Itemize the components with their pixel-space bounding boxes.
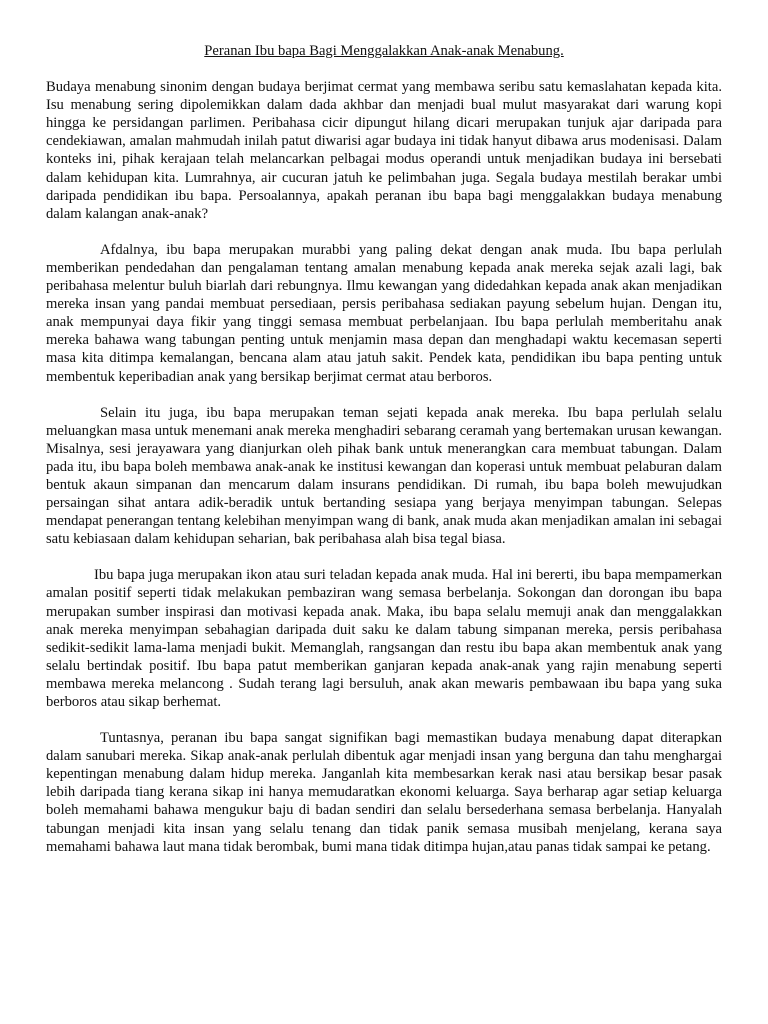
paragraph-introduction: Budaya menabung sinonim dengan budaya berjimat cermat yang membawa seribu satu kemaslahatan kepada kita. Isu menabung sering dipolemikkan dalam dada akhbar dan menjadi bual mulut masyarakat dari warung kopi hingga ke persidangan parlimen. Peribahasa cicir dipungut hilang dicari merupakan tunjuk ajar daripada para cendekiawan, amalan mahmudah inilah patut diwarisi agar budaya ini tidak hanyut dibawa arus modenisasi. Dalam konteks ini, pihak kerajaan telah melancarkan pelbagai modus operandi untuk menjadikan budaya ini bersebati dalam kehidupan kita. Lumrahnya, air cucuran jatuh ke pelimbahan juga. Segala budaya mestilah berakar umbi daripada pendidikan ibu bapa. Persoalannya, apakah peranan ibu bapa bagi menggalakkan budaya menabung dalam kalangan anak-anak?	[46, 79, 722, 222]
paragraph-conclusion: Tuntasnya, peranan ibu bapa sangat signifikan bagi memastikan budaya menabung dapat diterapkan dalam sanubari mereka. Sikap anak-anak perlulah dibentuk agar menjadi insan yang berguna dan tahu menghargai kepentingan menabung dalam hidup mereka. Janganlah kita membesarkan kerak nasi atau bersikap besar pasak lebih daripada tiang kerana sikap ini hanya memudaratkan ekonomi keluarga. Saya berharap agar setiap keluarga boleh memahami bahawa mengukur baju di badan sendiri dan selalu bersederhana semasa berbelanja. Hanyalah tabungan menjadi kita insan yang selalu tenang dan tidak panik semasa musibah menjelang, kerana saya memahami bahawa laut mana tidak berombak, bumi mana tidak ditimpa hujan,atau panas tidak sampai ke petang.	[46, 730, 722, 855]
document-title: Peranan Ibu bapa Bagi Menggalakkan Anak-anak Menabung.	[204, 43, 564, 59]
paragraph-body-1: Afdalnya, ibu bapa merupakan murabbi yang paling dekat dengan anak muda. Ibu bapa perlulah memberikan pendedahan dan pengalaman tentang amalan menabung kepada anak mereka sejak azali lagi, bak peribahasa melentur buluh biarlah dari rebungnya. Ilmu kewangan yang didedahkan kepada anak akan menjadikan mereka insan yang pandai membuat persediaan, persis peribahasa sediakan payung sebelum hujan. Dengan itu, anak mempunyai daya fikir yang tinggi semasa membuat perbelanjaan. Ibu bapa perlulah memberitahu anak mereka bahawa wang tabungan penting untuk menjamin masa depan dan menghadapi waktu kecemasan seperti masa kita ditimpa kemalangan, bencana alam atau jatuh sakit. Pendek kata, pendidikan ibu bapa penting untuk membentuk keperibadian anak yang bersikap berjimat cermat atau berboros.	[46, 241, 722, 385]
paragraph-body-3: Ibu bapa juga merupakan ikon atau suri teladan kepada anak muda. Hal ini bererti, ibu bapa mempamerkan amalan positif seperti tidak melakukan pembaziran wang semasa berbelanja. Sokongan dan dorongan ibu bapa merupakan sumber inspirasi dan motivasi kepada anak. Maka, ibu bapa selalu memuji anak dan menggalakkan anak mereka menyimpan sebahagian daripada duit saku ke dalam tabung simpanan mereka, persis peribahasa sedikit-sedikit lama-lama menjadi bukit. Memanglah, rangsangan dan restu ibu bapa akan membentuk anak yang selalu bertindak positif. Ibu bapa patut memberikan ganjaran kepada anak-anak yang rajin menabung seperti membawa mereka melancong . Sudah terang lagi bersuluh, anak akan mewaris pembawaan ibu bapa yang suka berboros atau sikap berhemat.	[46, 567, 722, 710]
document-page	[46, 42, 722, 874]
paragraph-body-2: Selain itu juga, ibu bapa merupakan teman sejati kepada anak mereka. Ibu bapa perlulah selalu meluangkan masa untuk menemani anak mereka menghadiri sebarang ceramah yang bertemakan urusan kewangan. Misalnya, sesi jerayawara yang dianjurkan oleh pihak bank untuk menerangkan cara membuat tabungan. Dalam pada itu, ibu bapa boleh membawa anak-anak ke institusi kewangan dan koperasi untuk membuat pelaburan dalam bentuk akaun simpanan dan mencarum dalam insurans pendidikan. Di rumah, ibu bapa boleh mewujudkan persaingan sihat antara adik-beradik untuk bertanding sesiapa yang berjaya menyimpan tabungan. Selepas mendapat penerangan tentang kelebihan menyimpan wang di bank, anak muda akan menjadikan amalan ini sebagai satu kebiasaan dalam kehidupan seharian, bak peribahasa alah bisa tegal biasa.	[46, 404, 722, 548]
